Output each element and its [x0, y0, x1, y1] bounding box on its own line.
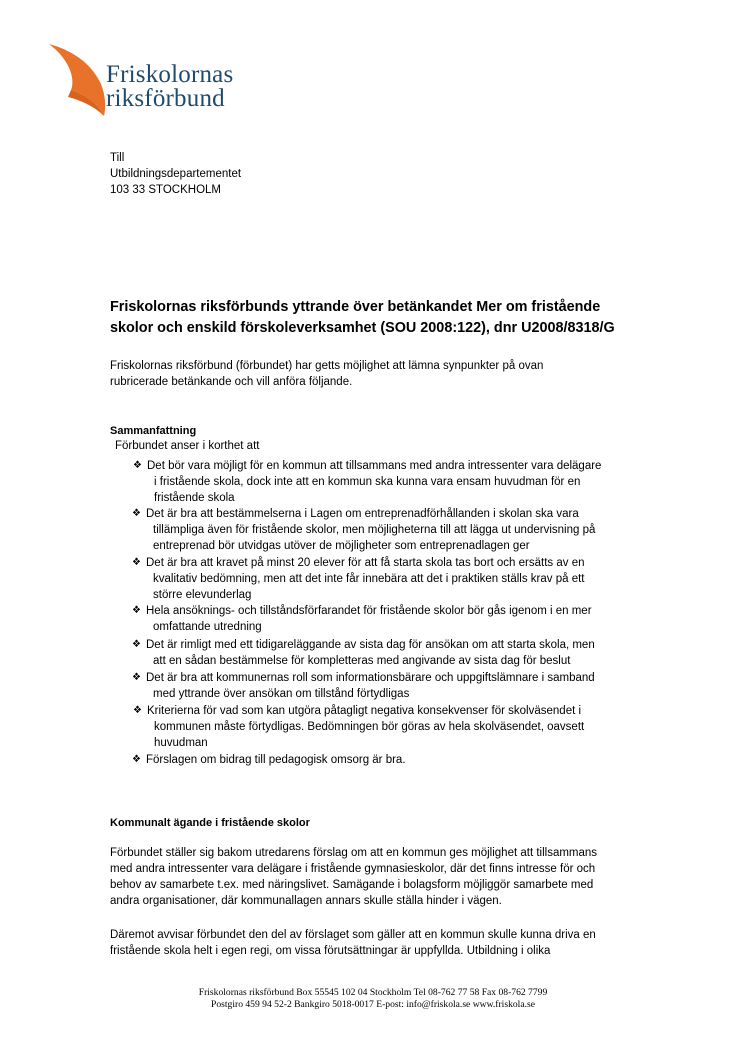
summary-item-line: Förslagen om bidrag till pedagogisk omsorg är bra.: [146, 754, 406, 766]
summary-item-line: i fristående skola, dock inte att en kommun ska kunna vara ensam huvudman för en: [154, 476, 581, 488]
summary-item: [132, 752, 406, 768]
diamond-bullet-icon: ❖: [132, 605, 141, 616]
summary-item-line: Det är bra att bestämmelserna i Lagen om entreprenadförhållanden i skolan ska vara: [146, 508, 579, 520]
summary-item: [132, 603, 592, 635]
recipient-address: [110, 150, 241, 198]
footer-line: Friskolornas riksförbund Box 55545 102 04 Stockholm Tel 08-762 77 58 Fax 08-762 7799: [198, 987, 548, 998]
summary-item-line: med yttrande över ansökan om tillstånd förtydligas: [153, 688, 410, 700]
paragraph-line: behov av samarbete t.ex. med näringslivet. Samägande i bolagsform möjliggör samarbete med: [110, 879, 594, 891]
paragraph-line: med andra intressenter vara delägare i fristående gymnasieskolor, där det finns intresse för och: [110, 863, 596, 875]
body-paragraph: [110, 845, 670, 909]
footer-line: Postgiro 459 94 52-2 Bankgiro 5018-0017 E-post: info@friskola.se www.friskola.se: [211, 999, 535, 1010]
summary-item: [132, 670, 595, 702]
diamond-bullet-icon: ❖: [132, 672, 141, 683]
diamond-bullet-icon: ❖: [133, 460, 142, 471]
summary-item: [132, 506, 596, 554]
body-paragraph: [110, 927, 670, 959]
diamond-bullet-icon: ❖: [132, 754, 141, 765]
summary-item-line: Kriterierna för vad som kan utgöra påtagligt negativa konsekvenser för skolväsendet i: [147, 705, 582, 717]
summary-item-line: större elevunderlag: [153, 589, 252, 601]
paragraph-line: fristående skola helt i egen regi, om vissa förutsättningar är uppfyllda. Utbildning i olika: [110, 945, 551, 957]
title-line: Friskolornas riksförbunds yttrande över betänkandet Mer om fristående: [110, 299, 601, 315]
summary-heading: Sammanfattning: [110, 425, 197, 437]
diamond-bullet-icon: ❖: [132, 508, 141, 519]
summary-item-line: fristående skola: [154, 492, 235, 504]
paragraph-line: andra organisationer, där kommunallagen annars skulle ställa hinder i vägen.: [110, 895, 502, 907]
paragraph-line: Förbundet ställer sig bakom utredarens förslag om att en kommun ges möjlighet att tillsammans: [110, 847, 598, 859]
intro-line: rubricerade betänkande och vill anföra följande.: [110, 376, 353, 388]
logo-line-1: Friskolornas: [106, 61, 234, 88]
summary-item-line: Det är rimligt med ett tidigareläggande av sista dag för ansökan om att starta skola, men: [146, 639, 595, 651]
paragraph-line: Däremot avvisar förbundet den del av förslaget som gäller att en kommun skulle kunna driva en: [110, 929, 596, 941]
sail-icon: [49, 44, 105, 116]
summary-item-line: Hela ansöknings- och tillståndsförfarandet för fristående skolor bör gås igenom i en mer: [146, 605, 592, 617]
address-line: Till: [110, 152, 125, 164]
summary-item-line: kommunen måste förtydligas. Bedömningen bör göras av hela skolväsendet, oavsett: [154, 721, 585, 733]
summary-item-line: Det bör vara möjligt för en kommun att tillsammans med andra intressenter vara delägare: [147, 460, 602, 472]
diamond-bullet-icon: ❖: [133, 705, 142, 716]
diamond-bullet-icon: ❖: [132, 639, 141, 650]
page-footer: [0, 987, 746, 1011]
summary-item-line: tillämpliga även för fristående skolor, men möjligheterna till att lägga ut undervisning på: [153, 524, 596, 536]
summary-item: [132, 555, 585, 603]
intro-line: Friskolornas riksförbund (förbundet) har getts möjlighet att lämna synpunkter på ovan: [110, 360, 544, 372]
summary-item-line: kvalitativ bedömning, men att det inte får innebära att det i praktiken ställs krav på ett: [153, 573, 585, 585]
title-line: skolor och enskild förskoleverksamhet (SOU 2008:122), dnr U2008/8318/G: [110, 320, 615, 336]
logo-wordmark: [106, 63, 233, 111]
summary-item-line: entreprenad bör utvidgas utöver de möjligheter som entreprenadlagen ger: [153, 540, 530, 552]
document-title: [110, 297, 670, 339]
summary-item: [132, 637, 595, 669]
summary-item-line: Det är bra att kravet på minst 20 elever för att få starta skola tas bort och ersätts av en: [146, 557, 585, 569]
summary-item: [133, 703, 585, 751]
summary-lead: Förbundet anser i korthet att: [115, 440, 260, 452]
summary-item-line: huvudman: [154, 737, 208, 749]
summary-item-line: att en sådan bestämmelse för kompletteras med angivande av sista dag för beslut: [153, 655, 571, 667]
diamond-bullet-icon: ❖: [132, 557, 141, 568]
summary-item-line: omfattande utredning: [153, 621, 262, 633]
section-heading: Kommunalt ägande i fristående skolor: [110, 817, 310, 829]
intro-paragraph: [110, 358, 670, 390]
address-line: Utbildningsdepartementet: [110, 168, 242, 180]
summary-item: [133, 458, 602, 506]
logo-line-2: riksförbund: [106, 85, 225, 112]
address-line: 103 33 STOCKHOLM: [110, 184, 222, 196]
summary-item-line: Det är bra att kommunernas roll som informationsbärare och uppgiftslämnare i samband: [146, 672, 595, 684]
